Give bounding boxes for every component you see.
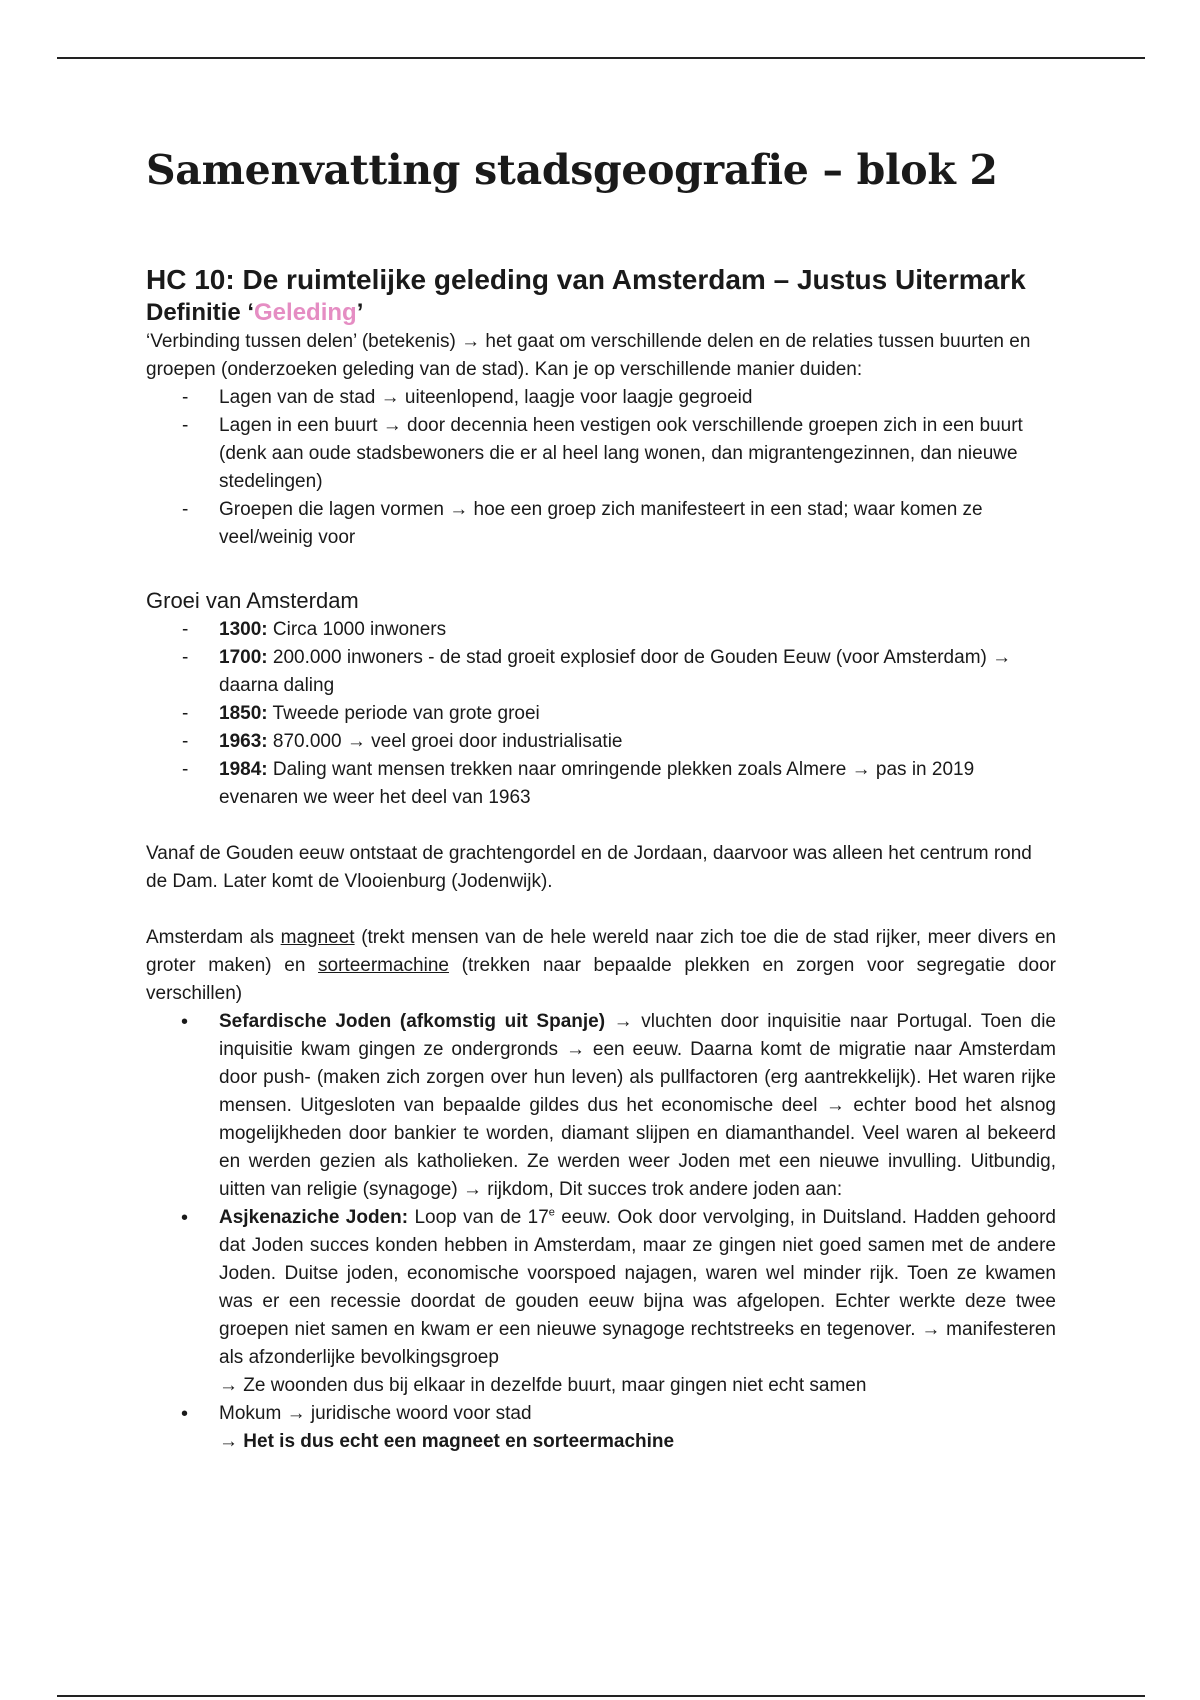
list-item — [146, 1008, 1056, 1204]
year-label: 1963: — [219, 731, 268, 752]
group-text: → vluchten door inquisitie naar Portugal. Toen die inquisitie kwam gingen ze ondergronds → een eeuw. Daarna komt de migratie naar Amsterdam door push- (maken zich zorgen over hun leven) als pullfactoren (erg aantrekkelijk). Het waren rijke mensen. Uitgesloten van bepaalde gildes dus het economische deel → echter bood het alsnog mogelijkheden door bankier te worden, diamant slijpen en diamanthandel. Veel waren al bekeerd en werden gezien als katholieken. Ze werden weer Joden met een nieuwe invulling. Uitbundig, uitten van religie (synagoge) → rijkdom, Dit succes trok andere joden aan: — [219, 1011, 1056, 1200]
mokum-text: Mokum → juridische woord voor stad — [219, 1403, 532, 1424]
list-item — [146, 644, 1056, 700]
definition-heading — [146, 298, 1056, 328]
growth-heading: Groei van Amsterdam — [146, 588, 359, 613]
year-text: Circa 1000 inwoners — [267, 619, 447, 640]
magnet-term: magneet — [280, 927, 355, 948]
list-item: - Lagen van de stad → uiteenlopend, laagje voor laagje gegroeid — [146, 384, 1056, 412]
layers-list — [146, 384, 1056, 552]
year-label: 1850: — [219, 703, 268, 724]
document-page — [146, 140, 1056, 1456]
golden-age-paragraph: Vanaf de Gouden eeuw ontstaat de grachtengordel en de Jordaan, daarvoor was alleen het centrum rond de Dam. Later komt de Vlooienburg (Jodenwijk). — [146, 843, 1032, 892]
group-name: Asjkenaziche Joden: — [219, 1207, 409, 1228]
year-text: 870.000 → veel groei door industrialisatie — [267, 731, 623, 752]
group-extra: → Ze woonden dus bij elkaar in dezelfde buurt, maar gingen niet echt samen — [219, 1375, 867, 1396]
year-text: 200.000 inwoners - de stad groeit explosief door de Gouden Eeuw (voor Amsterdam) → daarna daling — [219, 647, 1012, 696]
definition-prefix: Definitie ‘ — [146, 299, 255, 326]
group-name: Sefardische Joden (afkomstig uit Spanje) — [219, 1011, 606, 1032]
groups-list — [146, 1008, 1056, 1456]
superscript: e — [548, 1206, 555, 1219]
list-item — [146, 1400, 1056, 1456]
magnet-text: (trekt mensen van de hele wereld naar zich toe die de stad rijker, meer divers en groter maken) en — [146, 927, 1056, 976]
list-item: - Groepen die lagen vormen → hoe een groep zich manifesteert in een stad; waar komen ze veel/weinig voor — [146, 496, 1056, 552]
year-label: 1300: — [219, 619, 268, 640]
list-item — [146, 616, 1056, 644]
definition-intro: ‘Verbinding tussen delen’ (betekenis) → het gaat om verschillende delen en de relaties tussen buurten en groepen (onderzoeken geleding van de stad). Kan je op verschillende manier duiden: — [146, 331, 1031, 380]
sorter-term: sorteermachine — [318, 955, 449, 976]
group-text: Loop van de 17 — [408, 1207, 549, 1228]
year-label: 1984: — [219, 759, 268, 780]
year-text: Daling want mensen trekken naar omringende plekken zoals Almere → pas in 2019 evenaren we weer het deel van 1963 — [219, 759, 975, 808]
magnet-text: (trekken naar bepaalde plekken en zorgen voor segregatie door verschillen) — [146, 955, 1056, 1004]
list-item — [146, 1204, 1056, 1400]
magnet-paragraph — [146, 924, 1056, 1008]
document-title: Samenvatting stadsgeografie – blok 2 — [146, 146, 998, 194]
list-item — [146, 700, 1056, 728]
definition-term: Geleding — [254, 299, 357, 326]
growth-section — [146, 586, 1056, 812]
footer-rule — [57, 1695, 1145, 1697]
year-text: Tweede periode van grote groei — [267, 703, 540, 724]
year-label: 1700: — [219, 647, 268, 668]
lecture-section — [146, 262, 1056, 552]
definition-suffix: ’ — [356, 299, 364, 326]
header-rule — [57, 57, 1145, 59]
list-item — [146, 728, 1056, 756]
lecture-heading: HC 10: De ruimtelijke geleding van Amsterdam – Justus Uitermark — [146, 264, 1026, 295]
list-item — [146, 756, 1056, 812]
list-item: - Lagen in een buurt → door decennia heen vestigen ook verschillende groepen zich in een buurt (denk aan oude stadsbewoners die er al heel lang wonen, dan migrantengezinnen, dan nieuwe stedelingen) — [146, 412, 1056, 496]
conclusion-text: → Het is dus echt een magneet en sorteermachine — [219, 1431, 675, 1452]
growth-list — [146, 616, 1056, 812]
group-text: eeuw. Ook door vervolging, in Duitsland. Hadden gehoord dat Joden succes konden hebben in Amsterdam, maar ze gingen niet goed samen met de andere Joden. Duitse joden, economische voorspoed najagen, waren wel minder rijk. Toen ze kwamen was er een recessie doordat de gouden eeuw bijna was afgelopen. Echter werkte deze twee groepen niet samen en kwam er een nieuwe synagoge rechtstreeks en tegenover. → manifesteren als afzonderlijke bevolkingsgroep — [219, 1207, 1056, 1368]
magnet-text: Amsterdam als — [146, 927, 281, 948]
